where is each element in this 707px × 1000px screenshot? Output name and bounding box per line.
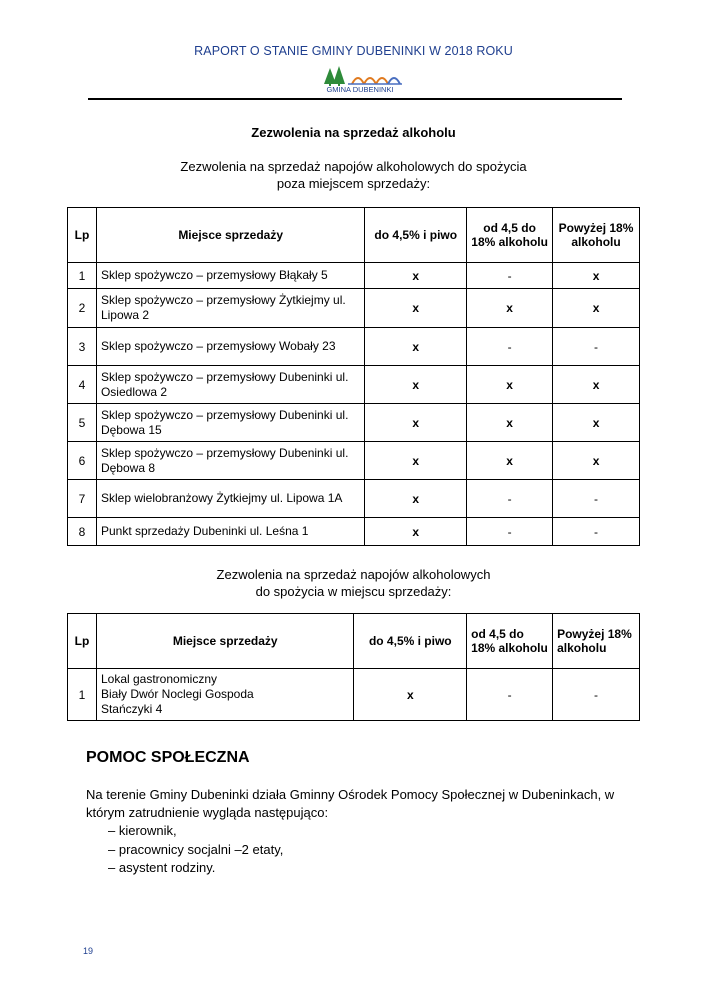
header-high-alcohol: Powyżej 18% alkoholu bbox=[553, 614, 640, 669]
row-lp: 3 bbox=[68, 328, 97, 366]
header-mid-alcohol: od 4,5 do 18% alkoholu bbox=[467, 208, 553, 263]
header-high-alcohol: Powyżej 18% alkoholu bbox=[553, 208, 640, 263]
row-lp: 7 bbox=[68, 480, 97, 518]
header-mid-alcohol: od 4,5 do 18% alkoholu bbox=[467, 614, 553, 669]
row-low-alcohol: x bbox=[365, 366, 467, 404]
header-place: Miejsce sprzedaży bbox=[96, 614, 353, 669]
row-mid-alcohol: x bbox=[467, 404, 553, 442]
row-lp: 4 bbox=[68, 366, 97, 404]
table-header-row bbox=[68, 208, 640, 263]
row-high-alcohol: x bbox=[553, 442, 640, 480]
place-line-1: Lokal gastronomiczny bbox=[100, 672, 218, 686]
header-lp: Lp bbox=[68, 614, 97, 669]
row-lp: 5 bbox=[68, 404, 97, 442]
gmina-logo bbox=[318, 64, 402, 96]
row-low-alcohol: x bbox=[365, 263, 467, 289]
row-high-alcohol: - bbox=[553, 518, 640, 546]
table-row bbox=[68, 480, 640, 518]
row-high-alcohol: x bbox=[553, 289, 640, 328]
table-row bbox=[68, 442, 640, 480]
row-place: Sklep spożywczo – przemysłowy Dubeninki ul. Osiedlowa 2 bbox=[96, 366, 364, 404]
list-item: – kierownik, bbox=[108, 823, 177, 838]
social-help-paragraph: Na terenie Gminy Dubeninki działa Gminny Ośrodek Pomocy Społecznej w Dubeninkach, w którym zatrudnienie wygląda następująco: bbox=[86, 787, 615, 820]
table-row bbox=[68, 289, 640, 328]
table-row bbox=[68, 404, 640, 442]
row-lp: 1 bbox=[68, 263, 97, 289]
row-low-alcohol: x bbox=[365, 328, 467, 366]
place-line-3: Stańczyki 4 bbox=[100, 702, 163, 716]
page-number: 19 bbox=[83, 946, 94, 956]
staff-list bbox=[86, 822, 626, 878]
row-lp: 2 bbox=[68, 289, 97, 328]
row-high-alcohol: x bbox=[553, 263, 640, 289]
list-item: – asystent rodziny. bbox=[108, 860, 216, 875]
table2-caption-line1: Zezwolenia na sprzedaż napojów alkoholowych bbox=[216, 567, 491, 582]
permits-table-on-premises bbox=[67, 613, 640, 721]
header-place: Miejsce sprzedaży bbox=[96, 208, 364, 263]
table-row bbox=[68, 518, 640, 546]
row-lp: 6 bbox=[68, 442, 97, 480]
row-high-alcohol: x bbox=[553, 404, 640, 442]
row-place: Sklep spożywczo – przemysłowy Błąkały 5 bbox=[96, 263, 364, 289]
place-line-2: Biały Dwór Noclegi Gospoda bbox=[100, 687, 254, 701]
row-place: Sklep wielobranżowy Żytkiejmy ul. Lipowa 1A bbox=[96, 480, 364, 518]
row-place: Sklep spożywczo – przemysłowy Dubeninki ul. Dębowa 8 bbox=[96, 442, 364, 480]
row-place: Sklep spożywczo – przemysłowy Wobały 23 bbox=[96, 328, 364, 366]
list-item: – pracownicy socjalni –2 etaty, bbox=[108, 841, 284, 857]
social-help-body bbox=[86, 786, 626, 878]
row-low-alcohol: x bbox=[365, 404, 467, 442]
row-place: Sklep spożywczo – przemysłowy Dubeninki ul. Dębowa 15 bbox=[96, 404, 364, 442]
logo-text: GMINA DUBENINKI bbox=[326, 85, 394, 94]
row-place: Sklep spożywczo – przemysłowy Żytkiejmy ul. Lipowa 2 bbox=[96, 289, 364, 328]
row-mid-alcohol: - bbox=[467, 518, 553, 546]
header-lp: Lp bbox=[68, 208, 97, 263]
header-divider bbox=[88, 98, 622, 100]
row-high-alcohol: - bbox=[553, 669, 640, 721]
row-high-alcohol: - bbox=[553, 328, 640, 366]
table-row bbox=[68, 263, 640, 289]
row-low-alcohol: x bbox=[365, 289, 467, 328]
row-mid-alcohol: x bbox=[467, 366, 553, 404]
row-mid-alcohol: x bbox=[467, 442, 553, 480]
row-place: Punkt sprzedaży Dubeninki ul. Leśna 1 bbox=[96, 518, 364, 546]
social-help-heading: POMOC SPOŁECZNA bbox=[86, 749, 250, 766]
section-heading: Zezwolenia na sprzedaż alkoholu bbox=[251, 125, 456, 140]
table-header-row bbox=[68, 614, 640, 669]
row-low-alcohol: x bbox=[365, 480, 467, 518]
row-mid-alcohol: - bbox=[467, 480, 553, 518]
row-mid-alcohol: - bbox=[467, 669, 553, 721]
header-low-alcohol: do 4,5% i piwo bbox=[365, 208, 467, 263]
row-mid-alcohol: x bbox=[467, 289, 553, 328]
table-row bbox=[68, 366, 640, 404]
table1-caption-line1: Zezwolenia na sprzedaż napojów alkoholowych do spożycia bbox=[180, 159, 527, 174]
row-high-alcohol: - bbox=[553, 480, 640, 518]
header-low-alcohol: do 4,5% i piwo bbox=[354, 614, 467, 669]
row-lp: 1 bbox=[68, 669, 97, 721]
row-lp: 8 bbox=[68, 518, 97, 546]
row-high-alcohol: x bbox=[553, 366, 640, 404]
row-low-alcohol: x bbox=[365, 442, 467, 480]
logo-emblem-icon bbox=[318, 64, 402, 86]
row-mid-alcohol: - bbox=[467, 328, 553, 366]
table2-caption-line2: do spożycia w miejscu sprzedaży: bbox=[255, 584, 452, 599]
row-low-alcohol: x bbox=[354, 669, 467, 721]
row-place bbox=[96, 669, 353, 721]
table-row bbox=[68, 328, 640, 366]
row-low-alcohol: x bbox=[365, 518, 467, 546]
row-mid-alcohol: - bbox=[467, 263, 553, 289]
table-row bbox=[68, 669, 640, 721]
permits-table-off-premises bbox=[67, 207, 640, 546]
report-header-title: RAPORT O STANIE GMINY DUBENINKI W 2018 ROKU bbox=[194, 44, 513, 58]
table1-caption-line2: poza miejscem sprzedaży: bbox=[276, 176, 431, 191]
